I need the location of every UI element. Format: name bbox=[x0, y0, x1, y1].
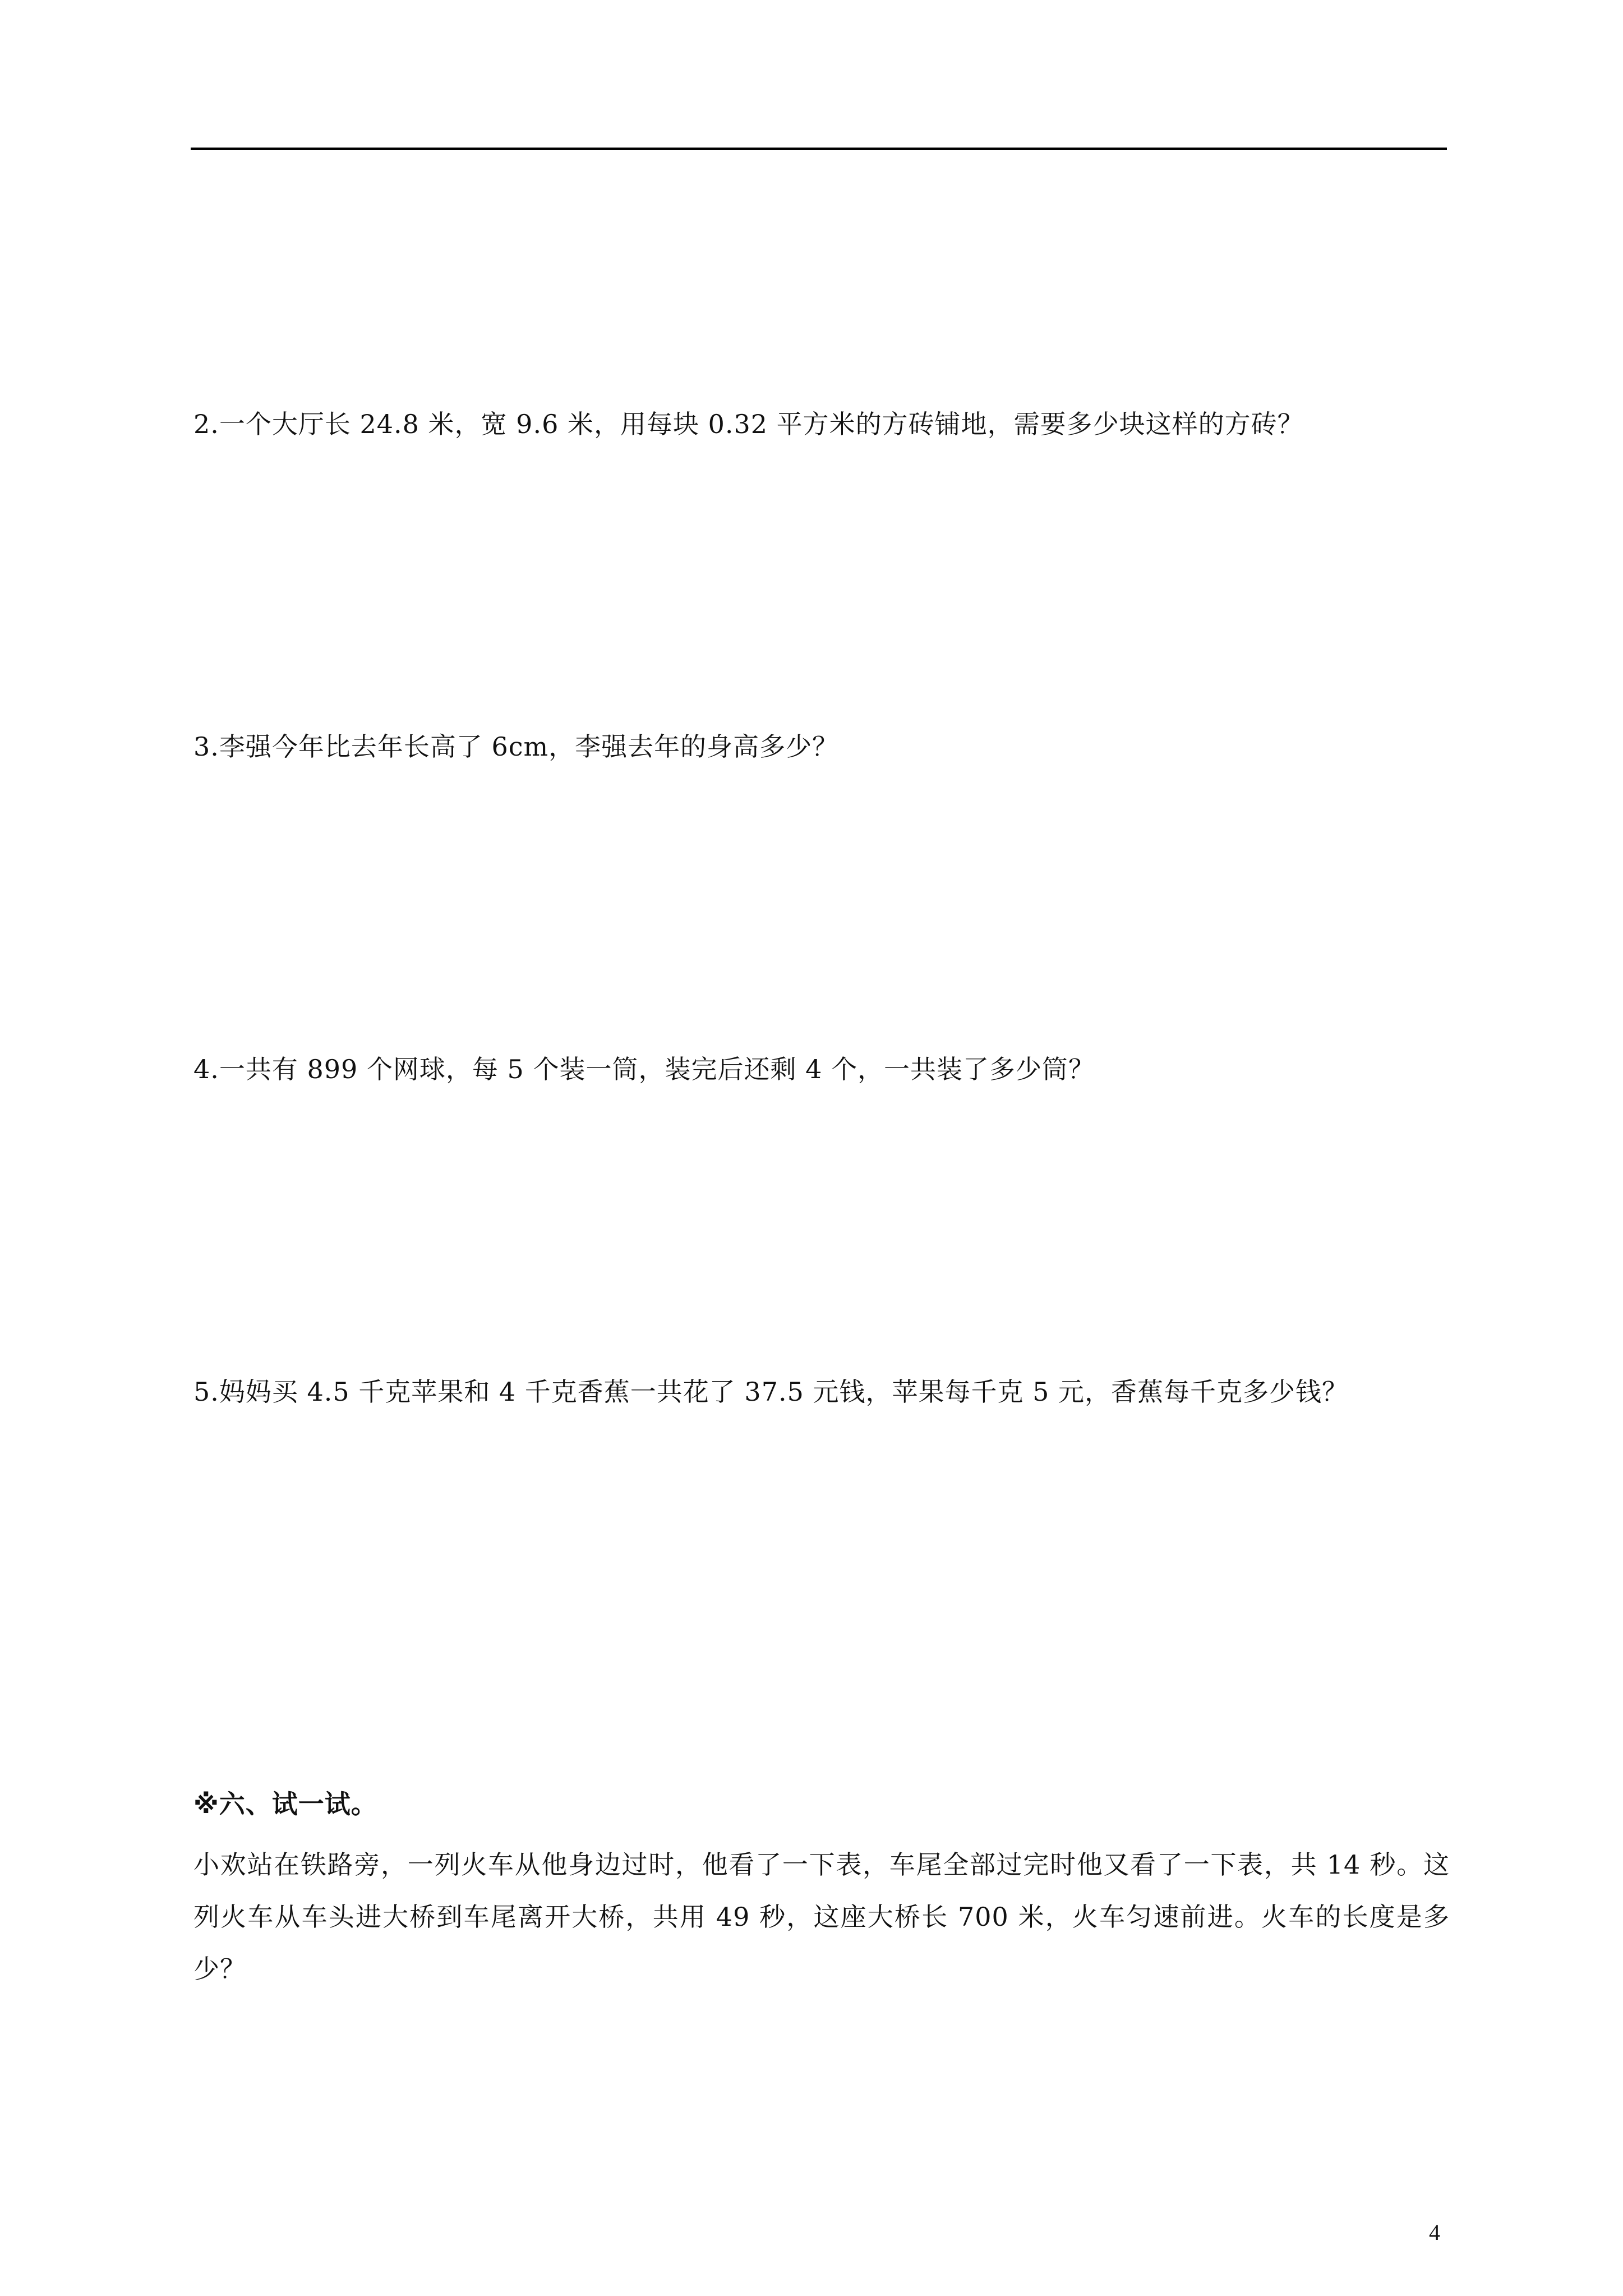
question-3: 3.李强今年比去年长高了 6cm，李强去年的身高多少？ bbox=[193, 731, 839, 762]
section-body: 小欢站在铁路旁，一列火车从他身边过时，他看了一下表，车尾全部过完时他又看了一下表，共 14 秒。这列火车从车头进大桥到车尾离开大桥，共用 49 秒，这座大桥长 700 米，火车匀速前进。火车的长度是多少？ bbox=[193, 1849, 1450, 1984]
question-5: 5.妈妈买 4.5 千克苹果和 4 千克香蕉一共花了 37.5 元钱，苹果每千克 5 元，香蕉每千克多少钱？ bbox=[193, 1377, 1348, 1407]
question-4: 4.一共有 899 个网球，每 5 个装一筒，装完后还剩 4 个，一共装了多少筒？ bbox=[193, 1054, 1095, 1084]
section-title: ※六、试一试。 bbox=[193, 1789, 377, 1819]
question-2: 2.一个大厅长 24.8 米，宽 9.6 米，用每块 0.32 平方米的方砖铺地，需要多少块这样的方砖？ bbox=[193, 409, 1304, 439]
header-rule bbox=[191, 148, 1447, 150]
page-number: 4 bbox=[1429, 2220, 1440, 2245]
